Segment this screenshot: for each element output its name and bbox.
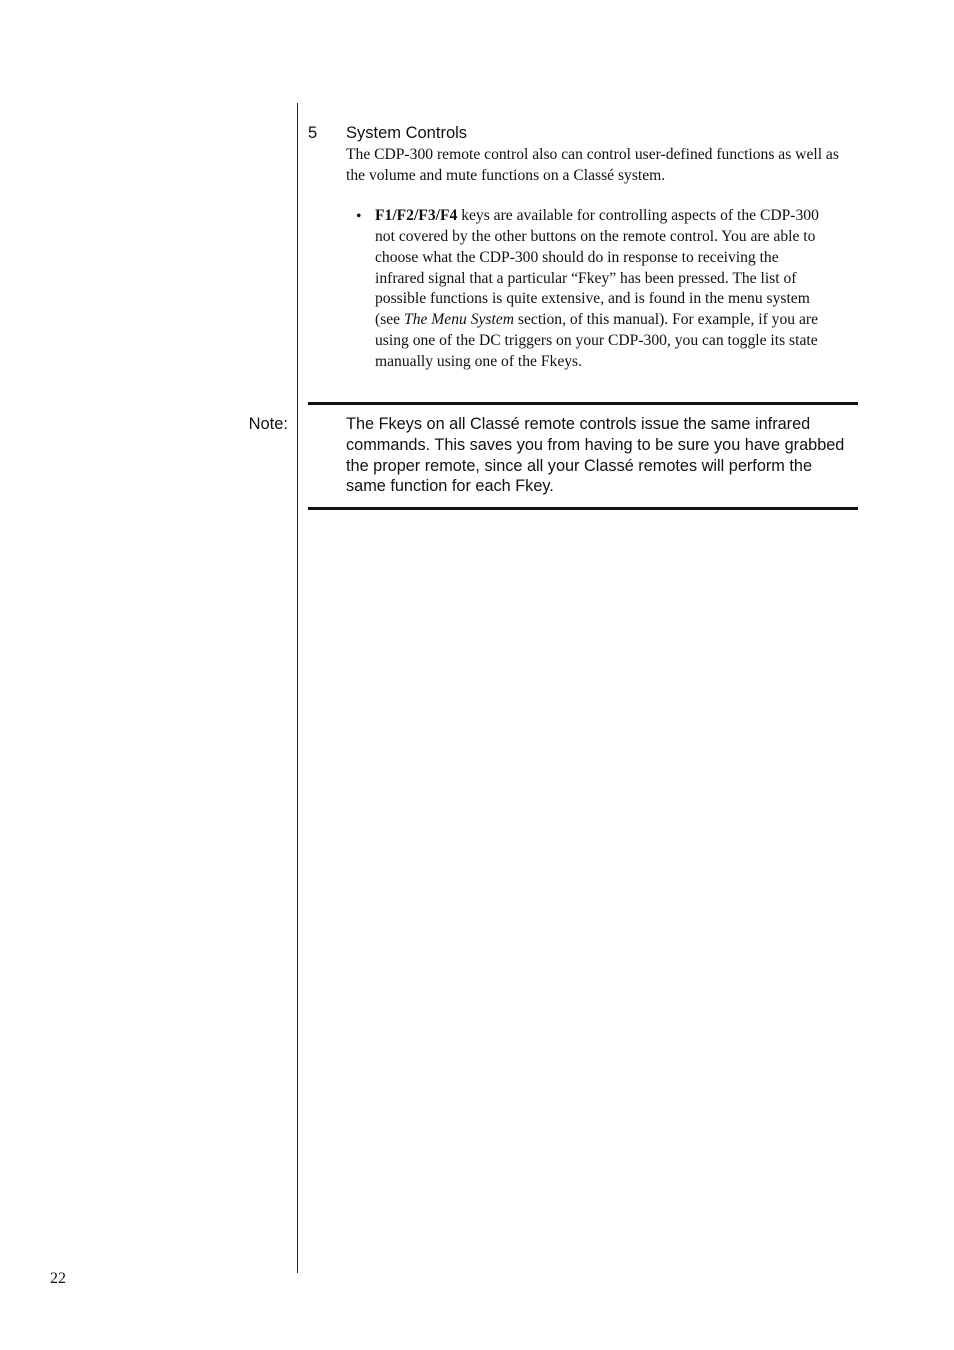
note-bottom-rule <box>308 507 858 510</box>
section-title: System Controls <box>346 124 468 142</box>
note-top-rule <box>308 402 858 405</box>
bullet-text-after: section, of this manual). For example, if you are using one of the DC triggers on your CDP-300, you can toggle its state manually using one of the Fkeys. <box>375 311 819 370</box>
bullet-term: F1/F2/F3/F4 <box>375 207 458 224</box>
section-number: 5 <box>308 124 318 142</box>
bullet-text-before: keys are available for controlling aspects of the CDP-300 not covered by the other buttons on the remote control. You are able to choose what the CDP-300 should do in response to receiving the infrared signal that a particular “Fkey” has been pressed. The list of possible functions is quite extensive, and is found in the menu system (see <box>375 207 819 329</box>
bullet-reference: The Menu System <box>404 311 515 329</box>
bullet-paragraph <box>375 206 825 373</box>
page-number: 22 <box>50 1270 66 1287</box>
note-label: Note: <box>248 415 288 433</box>
margin-rule <box>297 103 298 1273</box>
note-text: The Fkeys on all Classé remote controls issue the same infrared commands. This saves you from having to be sure you have grabbed the proper remote, since all your Classé remotes will perform the same function for each Fkey. <box>346 415 845 496</box>
bullet-marker: • <box>356 208 362 225</box>
section-intro-paragraph: The CDP-300 remote control also can control user-defined functions as well as the volume and mute functions on a Classé system. <box>346 146 839 184</box>
